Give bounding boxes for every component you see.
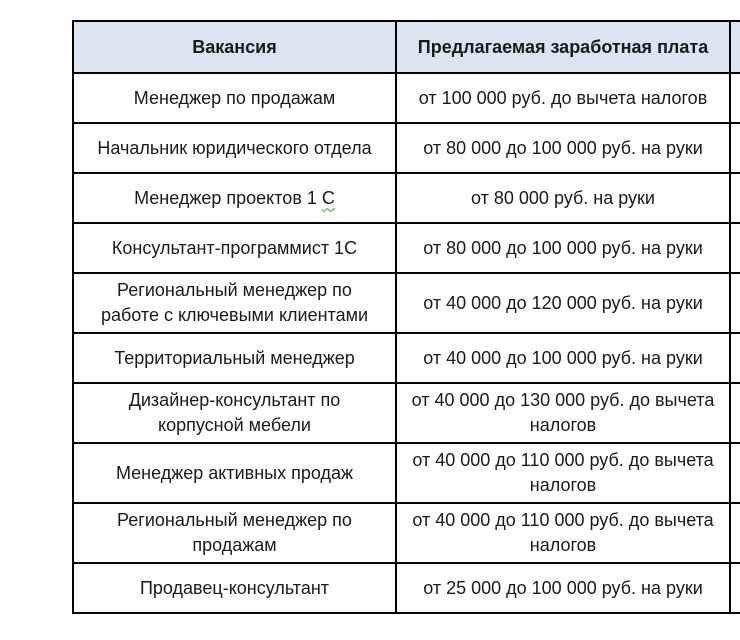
table-row: [73, 443, 740, 503]
table-row: [73, 223, 740, 273]
vacancy-cell: Дизайнер-консультант по корпусной мебели: [73, 383, 396, 443]
salary-column-header: Предлагаемая заработная плата: [396, 21, 730, 73]
table-row: [73, 333, 740, 383]
table-row: [73, 383, 740, 443]
salary-cell: от 40 000 до 110 000 руб. до вычета налогов: [396, 503, 730, 563]
table-row: [73, 273, 740, 333]
clipped-third-column-cell: [730, 223, 740, 273]
vacancy-cell: Территориальный менеджер: [73, 333, 396, 383]
clipped-third-column-cell: [730, 273, 740, 333]
table-row: [73, 503, 740, 563]
vacancy-cell: Менеджер по продажам: [73, 73, 396, 123]
vacancy-cell: Продавец-консультант: [73, 563, 396, 613]
clipped-third-column-header: [730, 21, 740, 73]
clipped-third-column-cell: [730, 123, 740, 173]
table-row: [73, 173, 740, 223]
salary-cell: от 40 000 до 100 000 руб. на руки: [396, 333, 730, 383]
salary-cell: от 80 000 до 100 000 руб. на руки: [396, 223, 730, 273]
vacancies-salary-table-wrap: [72, 20, 740, 614]
clipped-third-column-cell: [730, 443, 740, 503]
table-row: [73, 563, 740, 613]
clipped-third-column-cell: [730, 333, 740, 383]
salary-cell: от 25 000 до 100 000 руб. на руки: [396, 563, 730, 613]
table-row: [73, 123, 740, 173]
salary-cell: от 40 000 до 120 000 руб. на руки: [396, 273, 730, 333]
vacancy-cell: Региональный менеджер по работе с ключевыми клиентами: [73, 273, 396, 333]
salary-cell: от 40 000 до 110 000 руб. до вычета налогов: [396, 443, 730, 503]
table-body: [73, 73, 740, 613]
vacancy-column-header: Вакансия: [73, 21, 396, 73]
vacancy-cell: Консультант-программист 1С: [73, 223, 396, 273]
salary-cell: от 100 000 руб. до вычета налогов: [396, 73, 730, 123]
clipped-third-column-cell: [730, 73, 740, 123]
vacancies-salary-table: [72, 20, 740, 614]
vacancy-cell: Менеджер проектов 1 С: [73, 173, 396, 223]
clipped-third-column-cell: [730, 383, 740, 443]
clipped-third-column-cell: [730, 503, 740, 563]
salary-cell: от 40 000 до 130 000 руб. до вычета налогов: [396, 383, 730, 443]
vacancy-cell: Начальник юридического отдела: [73, 123, 396, 173]
clipped-third-column-cell: [730, 563, 740, 613]
clipped-third-column-cell: [730, 173, 740, 223]
vacancy-cell: Менеджер активных продаж: [73, 443, 396, 503]
header-row: [73, 21, 740, 73]
grammar-check-underline: С: [321, 187, 335, 208]
vacancy-cell: Региональный менеджер по продажам: [73, 503, 396, 563]
salary-cell: от 80 000 до 100 000 руб. на руки: [396, 123, 730, 173]
table-row: [73, 73, 740, 123]
salary-cell: от 80 000 руб. на руки: [396, 173, 730, 223]
